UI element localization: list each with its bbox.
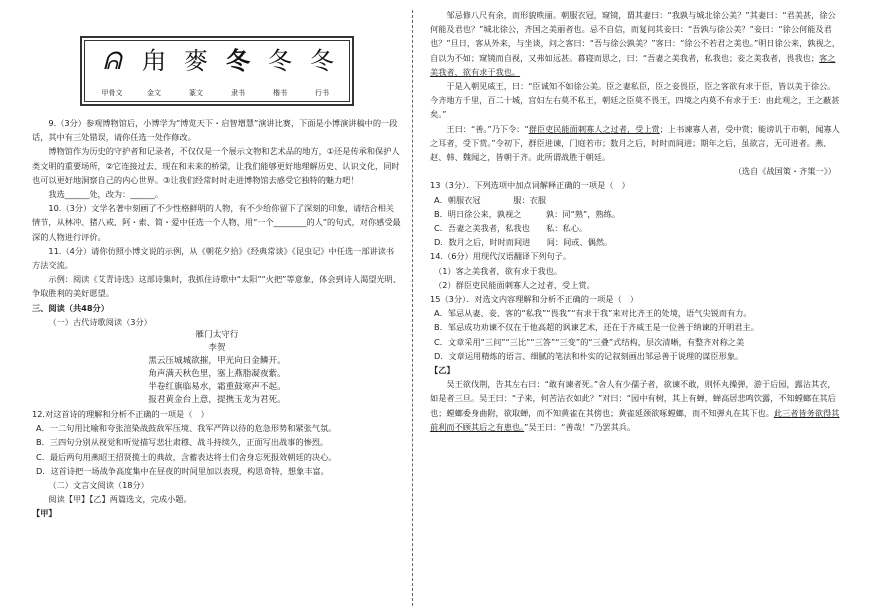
label-oracle: 甲骨文 [101, 88, 123, 97]
label-bronze: 金文 [147, 88, 161, 97]
poem-line: 半卷红旗临易水，霜重鼓寒声不起。 [148, 382, 286, 393]
label-seal: 篆文 [189, 88, 203, 97]
poem [32, 329, 402, 407]
glyph-running: 冬 [310, 47, 334, 75]
q13-option: A．朝服衣冠 服：衣服 [434, 194, 547, 205]
calligraphy-box [80, 36, 354, 106]
poem-line: 黑云压城城欲摧，甲光向日金鳞开。 [148, 356, 286, 367]
label-clerical: 隶书 [231, 88, 245, 97]
poem-author: 李贺 [208, 343, 226, 354]
passage-yi-underlined: 此三者皆务欲得其前利而不顾其后之有患也。 [430, 407, 840, 432]
q9-body: 博物馆作为历史的守护者和记录者，不仅仅是一个展示文物和艺术品的地方，①还是传承和保护人类文明的重要场所，②它连接过去、现在和未来的桥梁，让我们能够更好地理解历史、认识文化，同时也可以更好地洞察自己的内心世界。③让我们经常时时走进博物馆去感受它独特的魅力吧！ [32, 146, 400, 185]
q12-option: B．三四句分别从视觉和听觉描写悲壮肃穆、战斗持续久，正面写出战事的惨烈。 [36, 437, 329, 448]
q13-option: C．吾妻之美我者，私我也 私：私心。 [434, 223, 588, 234]
q13: 13（3分）．下列选项中加点词解释正确的一项是（ ） [430, 180, 630, 191]
q15-option: B．邹忌成功劝谏不仅在于他高超的讽谏艺术，还在于齐威王是一位善于纳谏的开明君主。 [434, 322, 759, 333]
q12-option: D．这首诗把一场战争高度集中在昼夜的时间里加以表现，构思奇特，想象丰富。 [36, 465, 329, 476]
section-reading: 三、阅读（共48分） [32, 302, 109, 313]
q15-option: A．邹忌从妻、妾、客的“私我”“畏我”“有求于我”来对比齐王的处境，语气尖锐而有力。 [434, 308, 752, 319]
q11-example: 示例：阅读《艾青诗选》这部诗集时，我抓住诗歌中“太阳”“火把”等意象，体会到诗人渴望光明、争取胜利的美好愿望。 [32, 274, 402, 299]
passage-p1-underlined: 客之美我者，欲有求于我也。 [430, 52, 836, 77]
sub-poetry: （一）古代诗歌阅读（3分） [48, 316, 152, 327]
poem-title: 雁门太守行 [195, 330, 239, 341]
glyph-bronze: 甪 [142, 47, 166, 75]
right-column [430, 8, 842, 434]
q14-item: （1）客之美我者，欲有求于我也。 [434, 265, 563, 276]
passage-source: （选自《战国策・齐策一》） [733, 166, 836, 177]
passage-yi-tag: 【乙】 [430, 365, 455, 376]
passage-yi [430, 377, 842, 434]
passage-p3-b: ；上书谏寡人者，受中赏；能谤讥于市朝，闻寡人之耳者，受下赏。”令初下，群臣进谏，门庭若市；数月之后，时时而间进；期年之后，虽欲言，无可进者。燕、赵、韩、魏闻之，皆朝于齐。此所谓战胜于朝廷。 [430, 123, 840, 163]
q15-option: D．文章运用精炼的语言、细腻的笔法和朴实的记叙刻画出邹忌善于说理的谋臣形象。 [434, 350, 744, 361]
q11: 11.（4分）请你仿照小博文说的示例，从《朝花夕拾》《经典常谈》《昆虫记》中任选一部讲读书方法交流。 [32, 245, 395, 271]
passage-p2: 于是入朝见威王，曰：“臣诚知不如徐公美。臣之妻私臣，臣之妾畏臣，臣之客欲有求于臣，皆以美于徐公。今齐地方千里，百二十城，宫妇左右莫不私王，朝廷之臣莫不畏王，四境之内莫不有求于王：由此观之，王之蔽甚矣。” [430, 81, 840, 120]
passage-p3-underlined: 群臣吏民能面刺寡人之过者，受上赏 [528, 123, 660, 134]
poem-line: 角声满天秋色里，塞上燕脂凝夜紫。 [148, 369, 286, 380]
sub-classical: （二）文言文阅读（18分） [48, 480, 149, 491]
label-regular: 楷书 [273, 88, 287, 97]
q12-option: A．一二句用比喻和夸张渲染战鼓敌军压境、我军严阵以待的危急形势和紧张气氛。 [36, 423, 337, 434]
poem-line: 报君黄金台上意，提携玉龙为君死。 [148, 395, 286, 406]
q14-item: （2）群臣吏民能面刺寡人之过者，受上赏。 [434, 279, 595, 290]
calligraphy-labels [92, 86, 342, 100]
glyph-clerical: 冬 [226, 46, 250, 75]
glyph-regular: 冬 [268, 47, 292, 75]
q12-option: C．最后两句用燕昭王招贤揽士的典故，含蓄表达将士们舍身忘死报效朝廷的决心。 [36, 451, 337, 462]
glyph-oracle: ᕱ [103, 47, 121, 75]
q10: 10.（3分）文学名著中刻画了不少性格鲜明的人物，有不少给你留下了深刻的印象，请结合相关情节，从林冲、猪八戒、阿・索、简・爱中任选一个人物，用“一个________的人”的句式，对你感受最深的人物进行评价。 [32, 203, 401, 242]
passage-jia-tag: 【甲】 [32, 508, 57, 519]
q9-answer: 我选______处，改为：______。 [48, 189, 164, 200]
passage-yi-a: 吴王欲伐荆，告其左右曰：“敢有谏者死。”舍人有少孺子者，欲谏不敢，则怀丸操弹，游于后园，露沾其衣，如是者三旦。吴王曰：“子来，何苦沾衣如此？”对曰：“园中有树，其上有蝉，蝉高居悲鸣饮露，不知螳螂在其后也；螳螂委身曲附，欲取蝉，而不知黄雀在其傍也；黄雀延颈欲啄螳螂，而不知弹丸在其下也。 [430, 379, 836, 418]
passage-p3 [430, 122, 842, 165]
q14: 14.（6分）用现代汉语翻译下列句子。 [430, 251, 572, 262]
passage-p3-a: 王曰：“善。”乃下令：“ [446, 123, 529, 134]
q15: 15（3分）．对选文内容理解和分析不正确的一项是（ ） [430, 294, 639, 305]
passage-p1-text: 邹忌修八尺有余，而形貌昳丽。朝服衣冠，窥镜，谓其妻曰：“我孰与城北徐公美？”其妻曰：“君美甚，徐公何能及君也？”城北徐公，齐国之美丽者也。忌不自信，而复问其妾曰：“吾孰与徐公美？”妾曰：“徐公何能及君也？”旦日，客从外来，与坐谈，问之客曰：“吾与徐公孰美？”客曰：“徐公不若君之美也。”明日徐公来，孰视之，自以为不如；窥镜而自视，又弗如远甚。暮寝而思之，曰：“吾妻之美我者，私我也；妾之美我者，畏我也； [430, 10, 841, 63]
label-running: 行书 [315, 88, 329, 97]
q12: 12.对这首诗的理解和分析不正确的一项是（ ） [32, 409, 209, 420]
column-divider [412, 10, 413, 606]
read-instruction: 阅读【甲】【乙】两篇选文，完成小题。 [48, 494, 192, 505]
q13-option: B．明日徐公来，孰视之 孰：同“熟”，熟练。 [434, 208, 621, 219]
q15-option: C．文章采用“三问”“三比”“三答”“三变”的“三叠”式结构，层次清晰，有整齐对称之美 [434, 336, 745, 347]
q9-title: 9.（3分）参观博物馆后，小博学为“博览天下・启智增慧”演讲比赛，下面是小博演讲稿中的一段话，其中有三处错误，请你任选一处作修改。 [32, 118, 398, 143]
glyph-seal: 麥 [184, 47, 208, 75]
q13-option: D．数月之后，时时而间进 间：间或、偶然。 [434, 237, 613, 248]
passage-yi-b: ”吴王曰：“善哉！”乃罢其兵。 [524, 421, 636, 432]
left-column [32, 8, 402, 521]
passage-p1 [430, 8, 842, 79]
calligraphy-glyphs [92, 46, 342, 76]
